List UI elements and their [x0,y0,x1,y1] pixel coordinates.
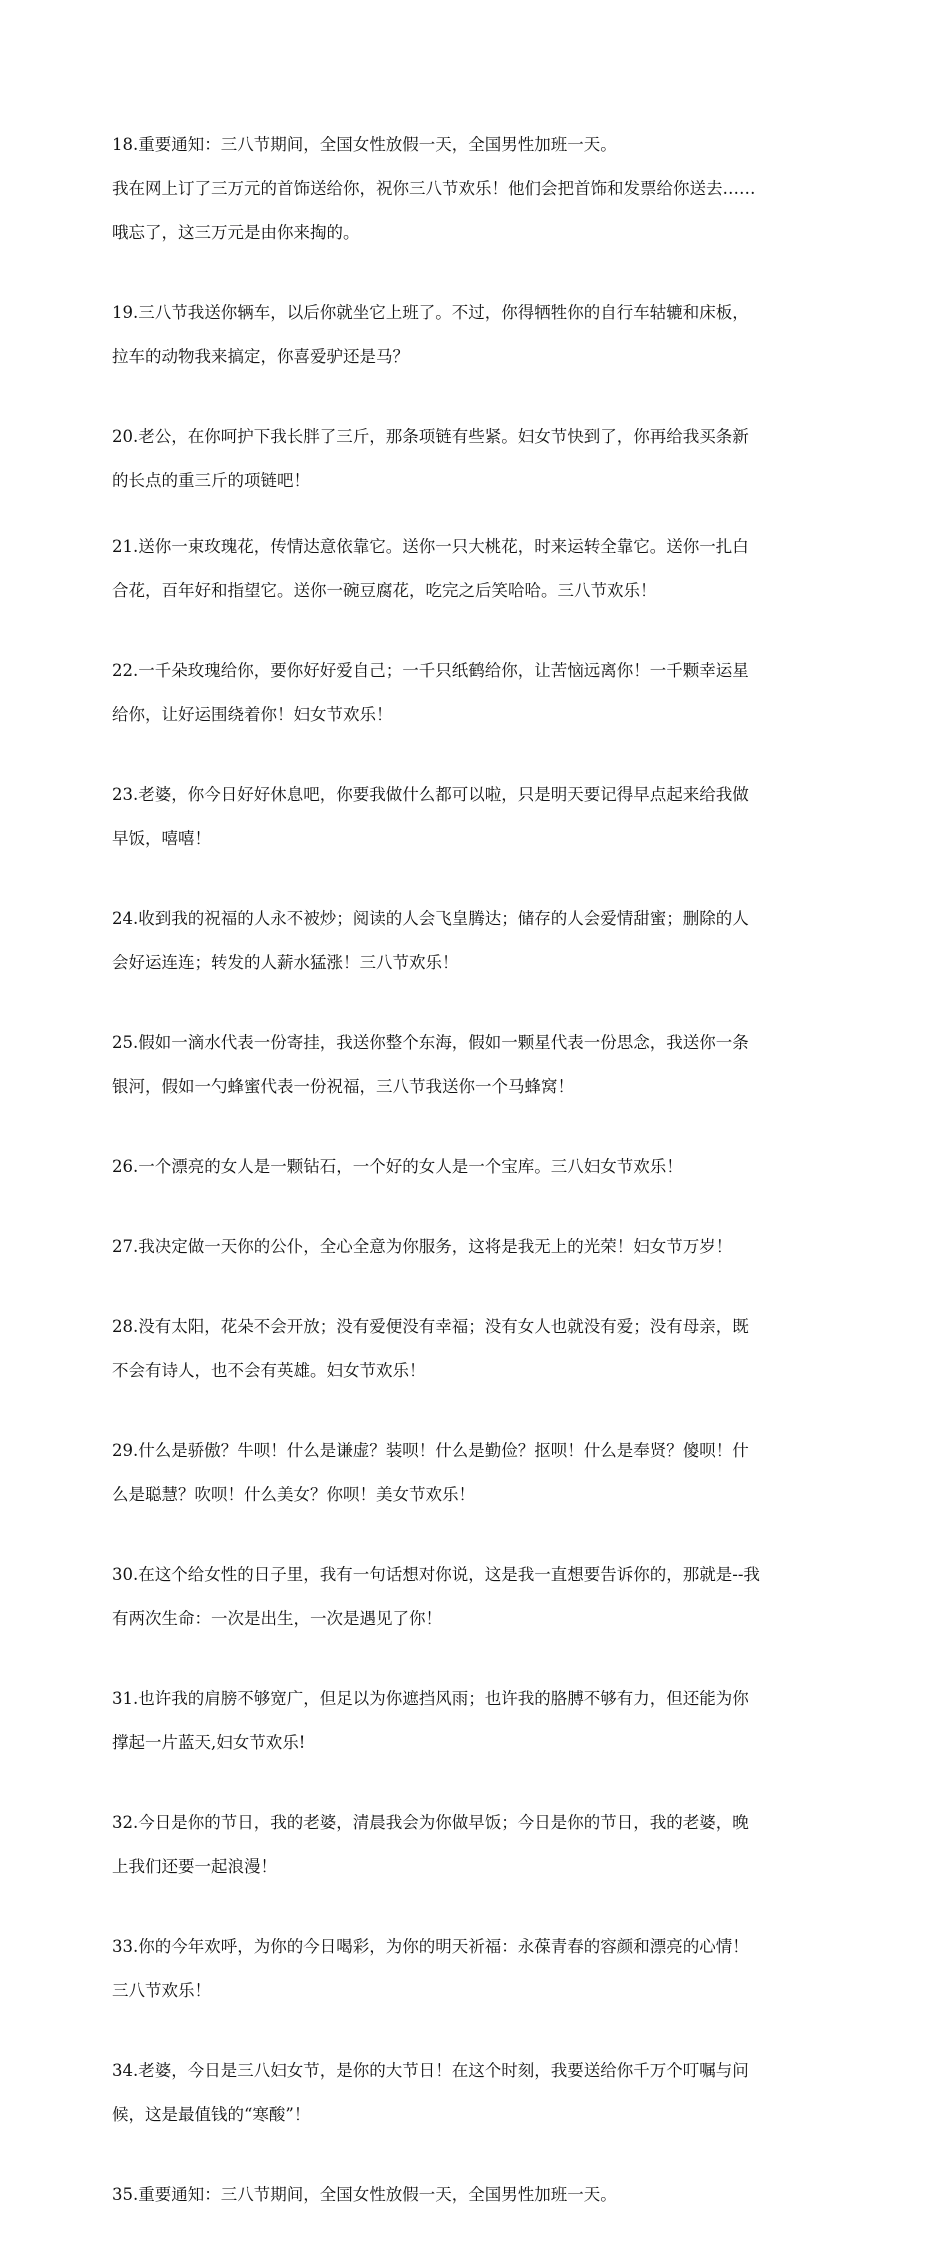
paragraph-20 [112,404,834,514]
paragraph-line: 撑起一片蓝天,妇女节欢乐! [112,1733,306,1752]
paragraph-line: 21.送你一束玫瑰花，传情达意依靠它。送你一只大桃花，时来运转全靠它。送你一扎白 [112,537,749,556]
paragraph-line: 30.在这个给女性的日子里，我有一句话想对你说，这是我一直想要告诉你的，那就是--我 [112,1565,760,1584]
paragraph-line: 么是聪慧？吹呗！什么美女？你呗！美女节欢乐！ [112,1485,475,1504]
paragraph-31 [112,1666,834,1776]
paragraph-19 [112,280,834,390]
paragraph-line: 的长点的重三斤的项链吧！ [112,471,310,490]
paragraph-28 [112,1294,834,1404]
paragraph-30 [112,1542,834,1652]
paragraph-29 [112,1418,834,1528]
paragraph-line: 25.假如一滴水代表一份寄挂，我送你整个东海，假如一颗星代表一份思念，我送你一条 [112,1033,749,1052]
paragraph-line: 早饭，嘻嘻！ [112,829,211,848]
paragraph-24 [112,886,834,996]
paragraph-line: 不会有诗人，也不会有英雄。妇女节欢乐！ [112,1361,426,1380]
paragraph-line: 32.今日是你的节日，我的老婆，清晨我会为你做早饭；今日是你的节日，我的老婆，晚 [112,1813,749,1832]
paragraph-line: 有两次生命：一次是出生，一次是遇见了你！ [112,1609,442,1628]
paragraph-line: 给你，让好运围绕着你！妇女节欢乐！ [112,705,393,724]
paragraph-line: 拉车的动物我来搞定，你喜爱驴还是马？ [112,347,409,366]
paragraph-line: 20.老公，在你呵护下我长胖了三斤，那条项链有些紧。妇女节快到了，你再给我买条新 [112,427,749,446]
paragraph-line: 28.没有太阳，花朵不会开放；没有爱便没有幸福；没有女人也就没有爱；没有母亲，既 [112,1317,749,1336]
paragraph-line: 34.老婆，今日是三八妇女节，是你的大节日！在这个时刻，我要送给你千万个叮嘱与问 [112,2061,749,2080]
paragraph-line: 银河，假如一勺蜂蜜代表一份祝福，三八节我送你一个马蜂窝！ [112,1077,574,1096]
paragraph-line: 22.一千朵玫瑰给你，要你好好爱自己；一千只纸鹤给你，让苦恼远离你！一千颗幸运星 [112,661,749,680]
paragraph-line: 候，这是最值钱的“寒酸”！ [112,2105,311,2124]
paragraph-line: 18.重要通知：三八节期间，全国女性放假一天，全国男性加班一天。 [112,135,617,154]
document-body [112,112,834,2242]
paragraph-22 [112,638,834,748]
paragraph-line: 33.你的今年欢呼，为你的今日喝彩，为你的明天祈福：永葆青春的容颜和漂亮的心情！ [112,1937,749,1956]
paragraph-line: 35.重要通知：三八节期间，全国女性放假一天，全国男性加班一天。 [112,2185,617,2204]
paragraph-26 [112,1134,834,1200]
paragraph-23 [112,762,834,872]
paragraph-line: 24.收到我的祝福的人永不被炒；阅读的人会飞皇腾达；储存的人会爱情甜蜜；删除的人 [112,909,749,928]
paragraph-line: 26.一个漂亮的女人是一颗钻石，一个好的女人是一个宝库。三八妇女节欢乐！ [112,1157,683,1176]
paragraph-line: 31.也许我的肩膀不够宽广，但足以为你遮挡风雨；也许我的胳膊不够有力，但还能为你 [112,1689,749,1708]
paragraph-line: 合花，百年好和指望它。送你一碗豆腐花，吃完之后笑哈哈。三八节欢乐！ [112,581,657,600]
paragraph-line: 27.我决定做一天你的公仆，全心全意为你服务，这将是我无上的光荣！妇女节万岁！ [112,1237,733,1256]
paragraph-32 [112,1790,834,1900]
paragraph-33 [112,1914,834,2024]
paragraph-27 [112,1214,834,1280]
paragraph-line: 会好运连连；转发的人薪水猛涨！三八节欢乐！ [112,953,459,972]
paragraph-line: 三八节欢乐！ [112,1981,211,2000]
paragraph-35 [112,2162,834,2228]
paragraph-18 [112,112,834,266]
paragraph-line: 23.老婆，你今日好好休息吧，你要我做什么都可以啦，只是明天要记得早点起来给我做 [112,785,749,804]
paragraph-line: 我在网上订了三万元的首饰送给你，祝你三八节欢乐！他们会把首饰和发票给你送去…… [112,179,756,198]
paragraph-line: 哦忘了，这三万元是由你来掏的。 [112,223,360,242]
paragraph-21 [112,514,834,624]
paragraph-25 [112,1010,834,1120]
paragraph-line: 29.什么是骄傲？牛呗！什么是谦虚？装呗！什么是勤俭？抠呗！什么是奉贤？傻呗！什 [112,1441,749,1460]
paragraph-line: 上我们还要一起浪漫！ [112,1857,277,1876]
paragraph-line: 19.三八节我送你辆车，以后你就坐它上班了。不过，你得牺牲你的自行车轱辘和床板， [112,303,749,322]
paragraph-34 [112,2038,834,2148]
